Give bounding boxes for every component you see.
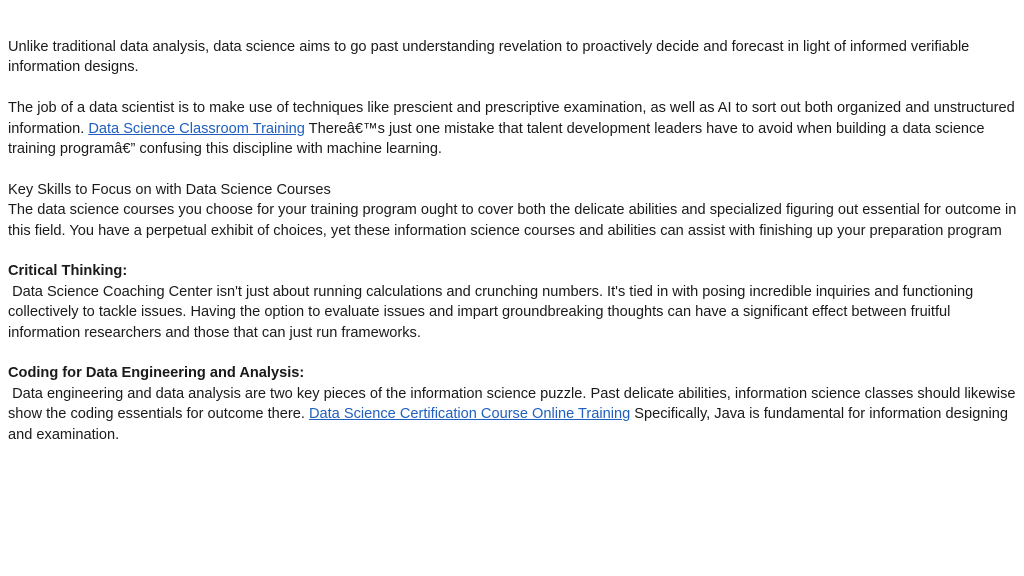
paragraph-spacer	[8, 78, 1020, 98]
job-paragraph	[8, 98, 1020, 159]
key-skills-paragraph: The data science courses you choose for your training program ought to cover both the delicate abilities and specialized figuring out essential for outcome in this field. You have a perpetual exhibit of choices, yet these information science courses and abilities can assist with finishing up your preparation program	[8, 202, 1017, 239]
document-body	[8, 37, 1020, 445]
paragraph-spacer	[8, 241, 1020, 261]
coding-paragraph	[8, 384, 1020, 445]
paragraph-spacer	[8, 159, 1020, 179]
job-text-after-link: Thereâ€™s just one mistake that talent development leaders have to avoid when building a data science training programâ€” confusing this discipline with machine learning.	[8, 120, 985, 158]
critical-thinking-heading-text: Critical Thinking:	[8, 263, 128, 280]
critical-thinking-heading	[8, 261, 1020, 281]
coding-text-before-link: Data engineering and data analysis are two key pieces of the information science puzzle. Past delicate abilities, information science classes should likewise show the coding essentials for outcome there.	[8, 385, 1020, 423]
certification-course-link[interactable]: Data Science Certification Course Online Training	[308, 406, 631, 423]
classroom-training-link[interactable]: Data Science Classroom Training	[88, 120, 305, 137]
coding-heading-text: Coding for Data Engineering and Analysis:	[8, 365, 305, 382]
paragraph-spacer	[8, 343, 1020, 363]
intro-paragraph: Unlike traditional data analysis, data science aims to go past understanding revelation to proactively decide and forecast in light of informed verifiable information designs.	[8, 39, 970, 76]
critical-thinking-paragraph: Data Science Coaching Center isn't just about running calculations and crunching numbers. It's tied in with posing incredible inquiries and functioning collectively to tackle issues. Having the option to evaluate issues and impart groundbreaking thoughts can have a significant effect between fruitful information researchers and those that can just run frameworks.	[8, 283, 978, 341]
job-text-before-link: The job of a data scientist is to make use of techniques like prescient and prescriptive examination, as well as AI to sort out both organized and unstructured information.	[8, 100, 1015, 137]
coding-text-after-link: Specifically, Java is fundamental for information designing and examination.	[8, 406, 1013, 443]
key-skills-heading: Key Skills to Focus on with Data Science Courses	[8, 181, 331, 198]
coding-heading	[8, 363, 1020, 383]
